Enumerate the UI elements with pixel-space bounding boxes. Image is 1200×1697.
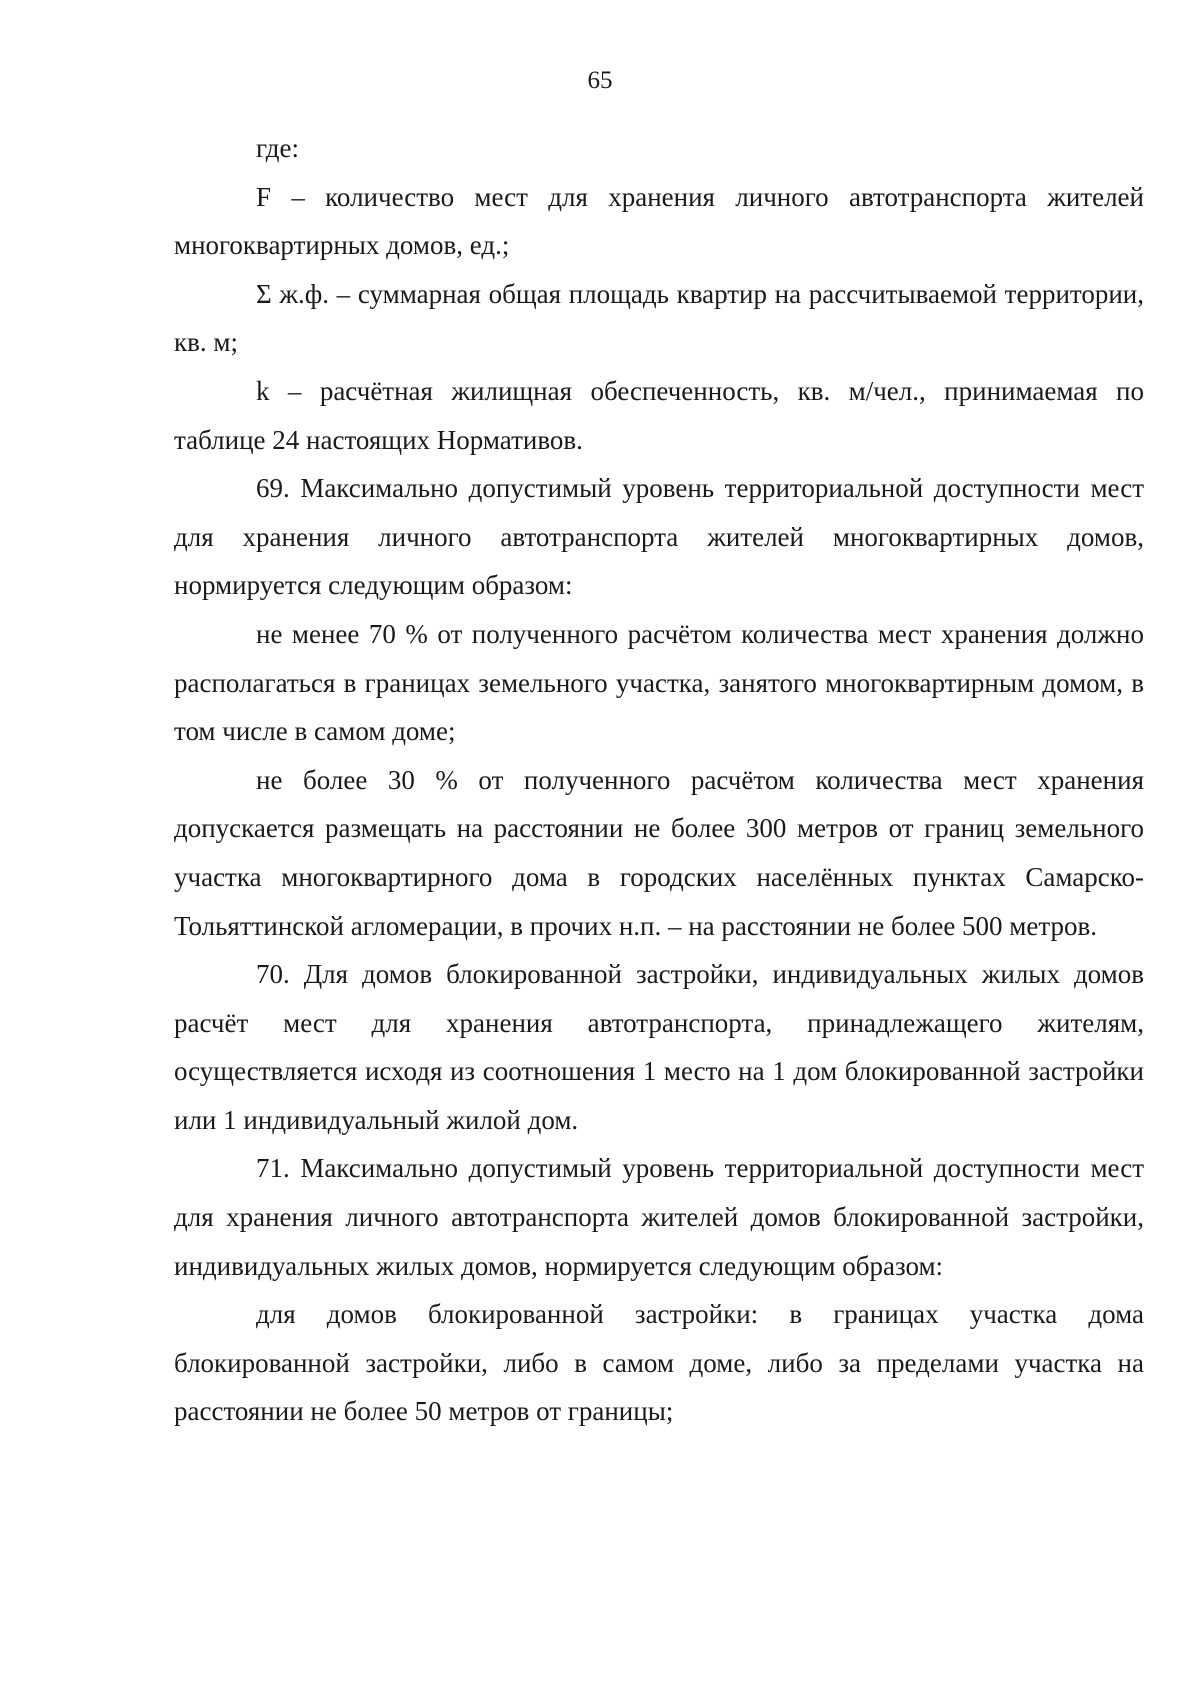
page-number: 65 — [587, 67, 613, 94]
paragraph-blocked-houses: для домов блокированной застройки: в границах участка дома блокированной застройки, либо в самом доме, либо за пределами участка на расстоянии не более 50 метров от границы; — [174, 1299, 1144, 1427]
paragraph-f-definition: F – количество мест для хранения личного автотранспорта жителей многоквартирных домов, ед.; — [174, 181, 1144, 261]
paragraph-69: 69. Максимально допустимый уровень территориальной доступности мест для хранения личного автотранспорта жителей многоквартирных домов, нормируется следующим образом: — [174, 473, 1144, 601]
paragraph-sum-definition: Σ ж.ф. – суммарная общая площадь квартир на рассчитываемой территории, кв. м; — [174, 278, 1144, 358]
paragraph-where: где: — [256, 133, 299, 163]
document-body — [174, 124, 1144, 1436]
paragraph-71: 71. Максимально допустимый уровень территориальной доступности мест для хранения личного автотранспорта жителей домов блокированной застройки, индивидуальных жилых домов, нормируется следующим образом: — [174, 1153, 1144, 1281]
paragraph-k-definition: k – расчётная жилищная обеспеченность, кв. м/чел., принимаемая по таблице 24 настоящих Нормативов. — [174, 375, 1144, 455]
paragraph-70-percent: не менее 70 % от полученного расчётом количества мест хранения должно располагаться в границах земельного участка, занятого многоквартирным домом, в том числе в самом доме; — [174, 618, 1144, 747]
paragraph-30-percent: не более 30 % от полученного расчётом количества мест хранения допускается размещать на расстоянии не более 300 метров от границ земельного участка многоквартирного дома в городских населённых пунктах Самарско-Тольяттинской агломерации, в прочих н.п. – на расстоянии не более 500 метров. — [174, 764, 1144, 941]
paragraph-70: 70. Для домов блокированной застройки, индивидуальных жилых домов расчёт мест для хранения автотранспорта, принадлежащего жителям, осуществляется исходя из соотношения 1 место на 1 дом блокированной застройки или 1 индивидуальный жилой дом. — [174, 959, 1144, 1135]
